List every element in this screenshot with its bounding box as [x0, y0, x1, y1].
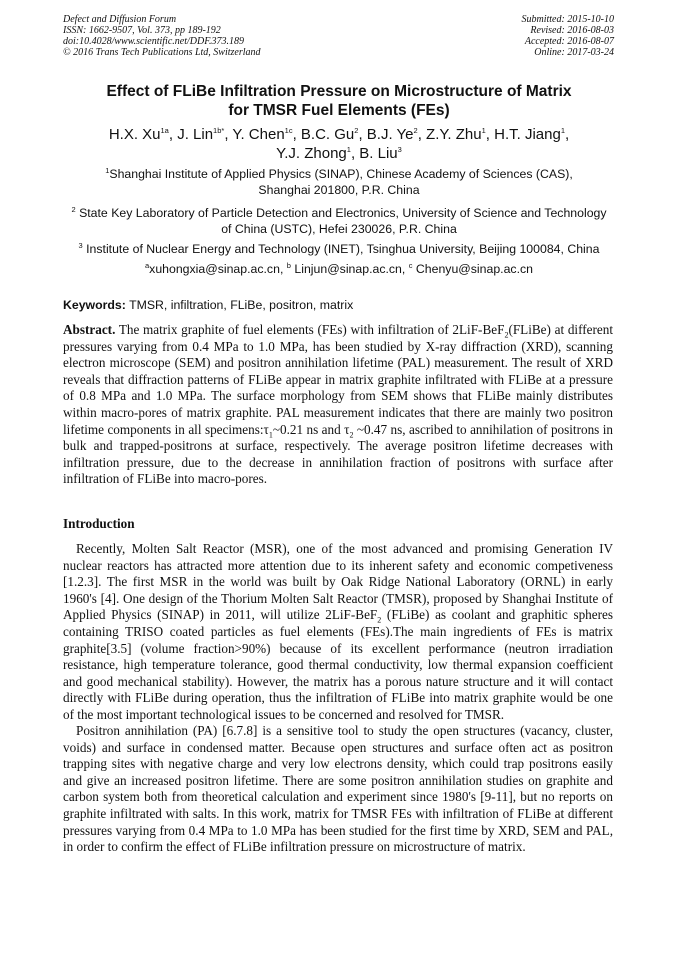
- email-link[interactable]: xuhongxia@sinap.ac.cn: [149, 262, 280, 276]
- author: B.J. Ye$^2$,: [366, 126, 427, 143]
- affiliation-3: $^3$ Institute of Nuclear Energy and Technology (INET), Tsinghua University, Beijing 100084, China: [78, 240, 600, 256]
- journal-info: [63, 14, 261, 58]
- title-line-2: for TMSR Fuel Elements (FEs): [228, 102, 450, 119]
- email-link[interactable]: Chenyu@sinap.ac.cn: [415, 262, 533, 276]
- keywords-label: Keywords:: [63, 298, 126, 312]
- email-link[interactable]: Linjun@sinap.ac.cn: [294, 262, 402, 276]
- introduction-paragraph-1: Recently, Molten Salt Reactor (MSR), one of the most advanced and promising Generation IV nuclear reactors has attracted more attention due to its inherent safety and economic competiveness [1.2.3]. The first MSR in the world was built by Oak Ridge National Laboratory (ORNL) in early 1960's [4]. One design of the Thorium Molten Salt Reactor (TMSR), proposed by Shanghai Institute of Applied Physics (SINAP) in 2011, will utilize 2LiF-BeF$_2$ (FLiBe) as coolant and graphitic spheres containing TRISO coated particles as fuel elements (FEs).The main ingredients of FEs is matrix graphite[3.5] (volume fraction>90%) because of its excellent performance (neutron irradiation resistance, high temperature tolerance, good thermal conductivity, low thermal expansion coefficient and good mechanical stability). However, the matrix has a porous nature structure and it will contact directly with FLiBe during operation, thus the infiltration of FLiBe into matrix graphite would be one of the most important technological issues to be concerned and resolved for TMSR.: [63, 541, 613, 722]
- email-list: $^a$xuhongxia@sinap.ac.cn, $^b$ Linjun@sinap.ac.cn, $^c$ Chenyu@sinap.ac.cn: [145, 260, 533, 276]
- affiliation-1: $^1$Shanghai Institute of Applied Physics (SINAP), Chinese Academy of Sciences (CAS), Shanghai 201800, P.R. China: [105, 165, 573, 197]
- keywords-text: TMSR, infiltration, FLiBe, positron, matrix: [125, 298, 354, 312]
- author: Z.Y. Zhu$^1$,: [426, 126, 495, 143]
- author-list: [0, 125, 678, 163]
- introduction-heading: Introduction: [63, 516, 135, 531]
- revised-date: Revised: 2016-08-03: [530, 25, 614, 36]
- title-line-1: Effect of FLiBe Infiltration Pressure on Microstructure of Matrix: [106, 83, 572, 100]
- author: H.X. $Xu^{1a}$,: [108, 126, 178, 143]
- author: H.T. Jiang$^1$,: [494, 126, 570, 143]
- publication-dates: [522, 14, 615, 58]
- online-date: Online: 2017-03-24: [534, 47, 614, 58]
- abstract: Abstract. The matrix graphite of fuel elements (FEs) with infiltration of 2LiF-BeF$_2$(FLiBe) at different pressures varying from 0.4 MPa to 1.0 MPa, has been studied by X-ray diffraction (XRD), scanning electron microscope (SEM) and positron annihilation lifetime (PAL) measurement. The result of XRD reveals that diffraction patterns of FLiBe appear in matrix graphite infiltrated with FLiBe at a pressure of 0.8 MPa and 1.0 MPa. The surface morphology from SEM shows that FLiBe mainly distributes within macro-pores of matrix graphite. PAL measurement indicates that there are mainly two positron lifetime components in all $specimens:\tau_1\sim 0.21$ ns and $\tau_2$ ~0.47 ns, ascribed to annihilation of positrons in bulk and trapped-positrons at surface, respectively. The average positron lifetime decreases with infiltration pressure, due to the decrease in annihilation fraction of positrons with surface after infiltration of FLiBe into macro-pores.: [63, 322, 614, 487]
- copyright-line: © 2016 Trans Tech Publications Ltd, Switzerland: [63, 47, 261, 58]
- author: B. Liu$^3$: [359, 145, 402, 162]
- submitted-date: Submitted: 2015-10-10: [521, 14, 614, 25]
- doi-line: doi:10.4028/www.scientific.net/DDF.373.189: [63, 36, 245, 47]
- introduction-paragraph-2: Positron annihilation (PA) [6.7.8] is a sensitive tool to study the open structures (vacancy, cluster, voids) and surface in condensed matter. Because open structures and surface often act as positron trapping sites with negative charge and very low electrons density, which could trap positrons easily and give an increased positron lifetime. There are some positron annihilation studies on graphite and carbon system both from theoretical calculation and experiment since 1980's [9-11], but no reports on graphite infiltrated with salts. In this work, matrix for TMSR FEs with infiltration of FLiBe at different pressures varying from 0.4 MPa to 1.0 MPa has been studied for the first time by XRD, SEM and PAL, in order to confirm the effect of FLiBe infiltration pressure on microstructure of matrix.: [63, 723, 613, 855]
- author: Y. Chen$^{1c}$,: [232, 126, 301, 143]
- author: J. Lin$^{1b*}$,: [177, 126, 233, 143]
- journal-name: Defect and Diffusion Forum: [63, 14, 177, 25]
- accepted-date: Accepted: 2016-08-07: [524, 36, 614, 47]
- keywords-line: [63, 298, 353, 313]
- author: Y.J. Zhong$^1$,: [276, 145, 360, 162]
- paper-title: [0, 82, 678, 120]
- issn-line: ISSN: 1662-9507, Vol. 373, pp 189-192: [63, 25, 221, 36]
- author: B.C. Gu$^2$,: [300, 126, 367, 143]
- abstract-label: Abstract.: [63, 322, 116, 337]
- affiliation-2: $^2$ State Key Laboratory of Particle Detection and Electronics, University of Science and Technology of China (USTC), Hefei 230026, P.R. China: [71, 204, 607, 236]
